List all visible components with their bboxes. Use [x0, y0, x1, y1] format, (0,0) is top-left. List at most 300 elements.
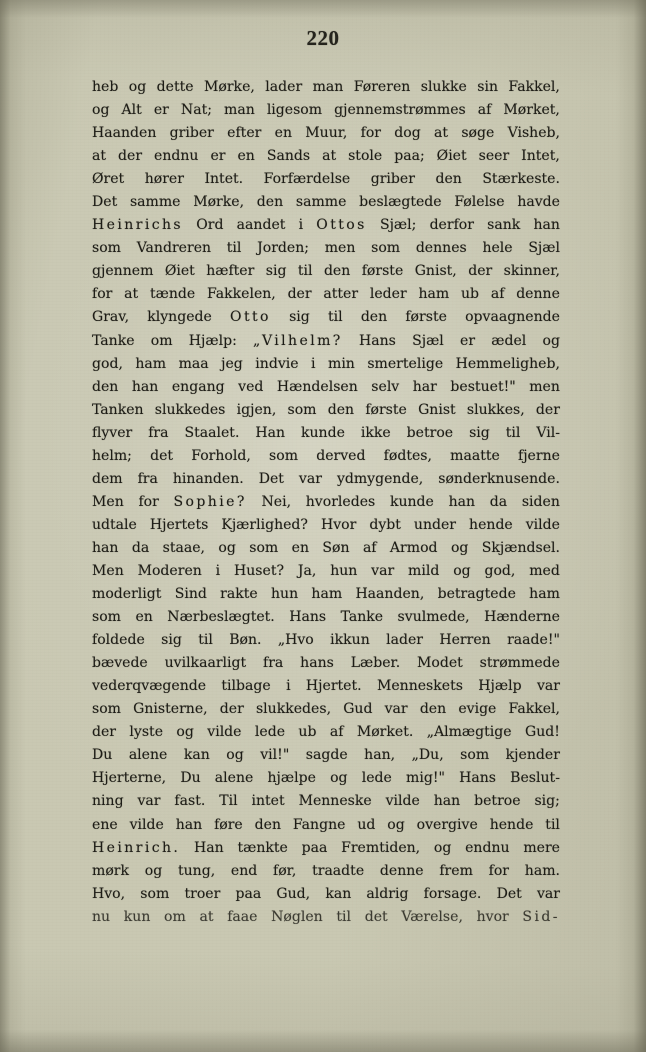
word: den: [435, 171, 462, 188]
word: Haanden: [92, 125, 157, 142]
word: samme: [129, 194, 181, 211]
text-line: [92, 122, 560, 145]
word: sank: [487, 217, 521, 234]
word: fast.: [174, 793, 206, 810]
text-line: [92, 698, 560, 721]
word: sin: [477, 79, 498, 95]
word: hæfter: [206, 263, 255, 280]
word: kunde: [301, 424, 345, 441]
word: „Hvo: [277, 632, 314, 649]
word: og: [92, 102, 110, 119]
word: Værelse,: [401, 908, 463, 925]
word: Sands: [266, 148, 311, 165]
word: Hjertet.: [305, 678, 362, 695]
word: Ja,: [297, 562, 317, 579]
word: under: [413, 516, 457, 533]
word: hvorledes: [305, 493, 376, 510]
page-number: 220: [306, 26, 340, 50]
text-line: [92, 514, 560, 537]
word: Gnisterne,: [133, 701, 208, 718]
word: vilde: [525, 516, 560, 533]
word: Fakkel,: [508, 79, 560, 95]
word: atter: [323, 286, 359, 303]
word: Sind: [174, 586, 207, 603]
word: Menneske: [298, 793, 372, 810]
word: denne: [516, 286, 560, 303]
word: Herren: [439, 632, 491, 649]
text-line: [92, 168, 560, 191]
word: rakte: [220, 586, 258, 603]
word: alene: [214, 770, 254, 787]
word: ædel: [491, 332, 527, 349]
word: vilde: [385, 793, 420, 810]
word: fra: [263, 655, 284, 672]
word: til: [545, 816, 560, 833]
word: det: [364, 908, 388, 925]
text-line: [92, 860, 560, 883]
word: der: [535, 401, 560, 418]
word: sagde: [305, 747, 348, 764]
word: Nærbeslægtet.: [167, 609, 275, 626]
word: siden: [521, 493, 560, 510]
word: hende: [489, 816, 534, 833]
word: hun: [270, 586, 299, 603]
word: er: [153, 102, 169, 119]
word: at: [322, 148, 337, 165]
word: mig!": [406, 770, 445, 787]
word: Øret: [92, 171, 125, 188]
word: Læber.: [350, 655, 401, 672]
word: sønderknusende.: [438, 470, 560, 487]
word: lyste: [129, 724, 164, 741]
text-line: [92, 537, 560, 560]
word: lader: [265, 79, 303, 95]
word: den: [92, 378, 119, 395]
word: mild: [408, 562, 440, 579]
word: paa: [301, 839, 328, 856]
word: at: [92, 148, 107, 165]
word: Mørke,: [193, 194, 245, 211]
word: skinner,: [503, 263, 560, 280]
word: Heinrichs: [92, 217, 184, 234]
text-line: [92, 883, 560, 906]
word: fødtes,: [383, 447, 432, 464]
word: forsage.: [423, 885, 482, 902]
word: strømmede: [479, 655, 560, 672]
word: før,: [273, 862, 297, 879]
word: Hemmeligheb,: [455, 355, 560, 372]
word: som: [92, 609, 121, 626]
word: man: [224, 102, 255, 119]
word: var: [384, 701, 408, 718]
word: Sophie?: [173, 493, 247, 510]
word: sig: [289, 309, 310, 326]
text-line: [92, 237, 560, 260]
word: samme: [295, 194, 347, 211]
word: er: [460, 332, 476, 349]
word: føre: [214, 816, 243, 833]
word: kan: [325, 885, 352, 902]
word: har: [412, 378, 437, 395]
word: Moderen: [137, 562, 202, 579]
word: Bøn.: [229, 632, 262, 649]
word: Staalet.: [184, 424, 240, 441]
word: men: [529, 378, 560, 395]
word: da: [131, 539, 150, 556]
word: og: [144, 862, 163, 879]
word: en: [274, 125, 292, 142]
word: end: [230, 862, 258, 879]
word: tilbage: [221, 678, 271, 695]
text-line: [92, 837, 560, 860]
word: kunde: [389, 493, 434, 510]
word: og: [176, 724, 194, 741]
word: som: [92, 240, 121, 257]
word: Mørket,: [503, 102, 560, 119]
word: havde: [517, 194, 560, 211]
word: til: [505, 424, 521, 441]
word: Hjælp: [478, 678, 522, 695]
word: seer: [478, 148, 510, 165]
word: i: [215, 562, 221, 579]
word: beslægtede: [359, 194, 442, 211]
word: som: [269, 447, 299, 464]
word: Det: [258, 470, 284, 487]
word: Hændelsen: [276, 378, 358, 395]
word: Modet: [417, 655, 463, 672]
word: paa;: [394, 148, 425, 165]
word: som: [249, 539, 279, 556]
word: troer: [184, 885, 221, 902]
word: Muur,: [305, 125, 348, 142]
text-line: [92, 652, 560, 675]
word: ub: [298, 724, 317, 741]
word: og: [542, 332, 560, 349]
word: for: [488, 862, 510, 879]
word: som: [140, 885, 170, 902]
word: derved: [316, 447, 366, 464]
word: man: [312, 79, 344, 95]
word: Vandreren: [136, 240, 212, 257]
word: udtale: [92, 516, 137, 533]
word: Sjæl;: [379, 217, 417, 234]
word: og: [226, 747, 244, 764]
word: hans: [300, 655, 334, 672]
word: Hvo,: [92, 885, 126, 902]
word: han: [175, 816, 203, 833]
word: Tanke: [92, 332, 135, 349]
word: i: [286, 678, 291, 695]
word: traadte: [312, 862, 365, 879]
word: smertelige: [367, 355, 444, 372]
word: er: [210, 148, 226, 165]
word: af: [490, 286, 505, 303]
word: hun: [330, 562, 358, 579]
word: da: [489, 493, 508, 510]
word: Tanke: [340, 609, 384, 626]
word: ikke: [360, 424, 391, 441]
word: Gud: [343, 701, 373, 718]
word: Til: [219, 793, 238, 810]
word: moderligt: [92, 586, 162, 603]
word: han,: [364, 747, 396, 764]
word: det: [150, 447, 174, 464]
word: Hjælp:: [188, 332, 237, 349]
word: Hænderne: [484, 609, 560, 626]
word: Grav,: [92, 309, 130, 326]
word: god,: [92, 355, 123, 372]
text-line: [92, 606, 560, 629]
word: den: [254, 816, 281, 833]
word: endnu: [465, 839, 510, 856]
word: Intet,: [521, 148, 560, 165]
word: som: [287, 401, 317, 418]
word: ham: [311, 586, 343, 603]
text-line: [92, 306, 560, 329]
word: om: [150, 332, 173, 349]
word: Haanden,: [355, 586, 425, 603]
word: han: [433, 793, 461, 810]
word: en: [291, 539, 310, 556]
word: dog: [394, 125, 421, 142]
word: jeg: [221, 355, 243, 372]
word: for: [360, 125, 382, 142]
word: betroe: [474, 793, 521, 810]
text-line: [92, 191, 560, 214]
word: dem: [92, 470, 123, 487]
word: Sjæl: [412, 332, 444, 349]
word: Tanken: [92, 401, 144, 418]
word: som: [371, 240, 401, 257]
word: Alt: [121, 102, 142, 119]
page-edge-shadow-bottom: [0, 1030, 646, 1052]
word: gjennem: [92, 263, 154, 280]
word: for: [92, 286, 113, 303]
word: søge: [461, 125, 495, 142]
word: kun: [123, 908, 151, 925]
word: var: [298, 470, 322, 487]
word: Hvor: [320, 516, 357, 533]
word: til: [297, 263, 313, 280]
word: Det: [496, 885, 522, 902]
word: Nøglen: [271, 908, 323, 925]
word: Vil-: [536, 424, 560, 441]
word: Beslut-: [510, 770, 560, 787]
word: til: [336, 908, 352, 925]
word: slukkedes,: [255, 701, 332, 718]
word: sig: [161, 632, 182, 649]
word: han: [92, 539, 119, 556]
word: Mørke,: [204, 79, 255, 95]
word: griber: [370, 171, 415, 188]
word: kjender: [505, 747, 560, 764]
word: Fakkelen,: [206, 286, 276, 303]
word: god,: [484, 562, 516, 579]
word: mørk: [92, 862, 130, 879]
word: klyngede: [147, 309, 212, 326]
word: maa: [178, 355, 209, 372]
text-line: [92, 260, 560, 283]
word: heb: [92, 79, 119, 95]
word: svulmede,: [397, 609, 470, 626]
text-line: [92, 399, 560, 422]
word: var: [137, 793, 161, 810]
word: en: [135, 609, 153, 626]
word: min: [328, 355, 355, 372]
word: vilde: [207, 724, 242, 741]
word: ning: [92, 793, 124, 810]
text-line: [92, 76, 560, 99]
word: Du: [180, 770, 201, 787]
word: ham: [418, 286, 450, 303]
word: stole: [348, 148, 383, 165]
word: dybt: [369, 516, 401, 533]
word: fra: [137, 470, 158, 487]
word: slukkes,: [466, 401, 525, 418]
word: Hjertets: [149, 516, 209, 533]
word: „Almægtige: [426, 724, 512, 741]
word: hvor: [476, 908, 509, 925]
word: intet: [251, 793, 285, 810]
word: Følelse: [454, 194, 505, 211]
word: ub: [461, 286, 480, 303]
word: i: [298, 217, 304, 234]
word: med: [529, 562, 560, 579]
word: Menneskets: [376, 678, 463, 695]
word: denne: [379, 862, 424, 879]
word: betroe: [406, 424, 454, 441]
word: for: [138, 493, 159, 510]
word: af: [477, 102, 492, 119]
word: Søn: [322, 539, 350, 556]
word: fjerne: [518, 447, 560, 464]
word: Forhold,: [191, 447, 251, 464]
word: der: [287, 286, 312, 303]
word: hører: [144, 171, 184, 188]
text-line: [92, 330, 560, 353]
word: Men: [92, 493, 124, 510]
word: Sjæl: [528, 240, 560, 257]
word: der: [219, 701, 244, 718]
text-line: [92, 675, 560, 698]
word: aldrig: [366, 885, 409, 902]
word: leder: [369, 286, 407, 303]
word: staae,: [162, 539, 206, 556]
word: en: [237, 148, 255, 165]
text-line: [92, 445, 560, 468]
word: at: [199, 908, 214, 925]
word: bestuet!": [450, 378, 516, 395]
text-line: [92, 814, 560, 837]
word: nu: [92, 908, 111, 925]
word: helm;: [92, 447, 132, 464]
word: og: [387, 816, 405, 833]
word: lader: [386, 632, 423, 649]
word: fra: [148, 424, 169, 441]
word: ham: [529, 586, 560, 603]
page-edge-shadow-right: [616, 0, 646, 1052]
word: den: [256, 194, 284, 211]
word: alene: [128, 747, 168, 764]
word: af: [329, 724, 344, 741]
word: Fremtiden,: [341, 839, 421, 856]
text-line: [92, 491, 560, 514]
word: ham: [135, 355, 167, 372]
word: Øiet: [436, 148, 467, 165]
word: til: [327, 309, 343, 326]
word: den: [323, 263, 351, 280]
word: vilde: [129, 816, 164, 833]
word: hende: [469, 516, 513, 533]
word: Skjændsel.: [481, 539, 560, 556]
word: igjen,: [236, 401, 277, 418]
word: ene: [92, 816, 118, 833]
word: Føreren: [353, 79, 411, 95]
word: lede: [254, 724, 286, 741]
word: han: [131, 378, 159, 395]
word: ud: [357, 816, 376, 833]
word: maatte: [450, 447, 500, 464]
word: til: [226, 240, 242, 257]
word: han: [448, 493, 476, 510]
word: opvaagnende: [465, 309, 560, 326]
word: ydmygende,: [336, 470, 424, 487]
word: lede: [361, 770, 392, 787]
word: hinanden.: [172, 470, 244, 487]
word: Gud!: [524, 724, 560, 741]
word: at: [124, 286, 139, 303]
word: mere: [523, 839, 560, 856]
word: første: [365, 401, 407, 418]
word: overgive: [416, 816, 478, 833]
word: evige: [458, 701, 497, 718]
word: af: [362, 539, 377, 556]
word: og: [433, 839, 452, 856]
word: og: [450, 539, 469, 556]
text-line: [92, 767, 560, 790]
word: Hans: [459, 770, 496, 787]
word: Men: [92, 562, 124, 579]
text-line: [92, 353, 560, 376]
word: foldede: [92, 632, 145, 649]
word: den: [360, 309, 388, 326]
word: Forfærdelse: [263, 171, 351, 188]
word: sig;: [534, 793, 560, 810]
word: Ord: [196, 217, 224, 234]
text-line: [92, 583, 560, 606]
word: Fangne: [292, 816, 346, 833]
word: Øiet: [164, 263, 195, 280]
word: første: [361, 263, 404, 280]
word: Intet.: [204, 171, 244, 188]
word: sig: [265, 263, 287, 280]
text-line: [92, 468, 560, 491]
word: den: [327, 401, 355, 418]
word: gjennemstrømmes: [334, 102, 466, 119]
word: hjælpe: [267, 770, 316, 787]
word: griber: [169, 125, 214, 142]
word: hele: [482, 240, 513, 257]
word: dennes: [415, 240, 467, 257]
word: Mørket.: [356, 724, 414, 741]
word: selv: [371, 378, 400, 395]
word: bævede: [92, 655, 148, 672]
text-line: [92, 790, 560, 813]
word: Gnist: [418, 401, 456, 418]
word: Sid-: [522, 908, 560, 925]
word: engang: [171, 378, 225, 395]
word: Du: [92, 747, 113, 764]
